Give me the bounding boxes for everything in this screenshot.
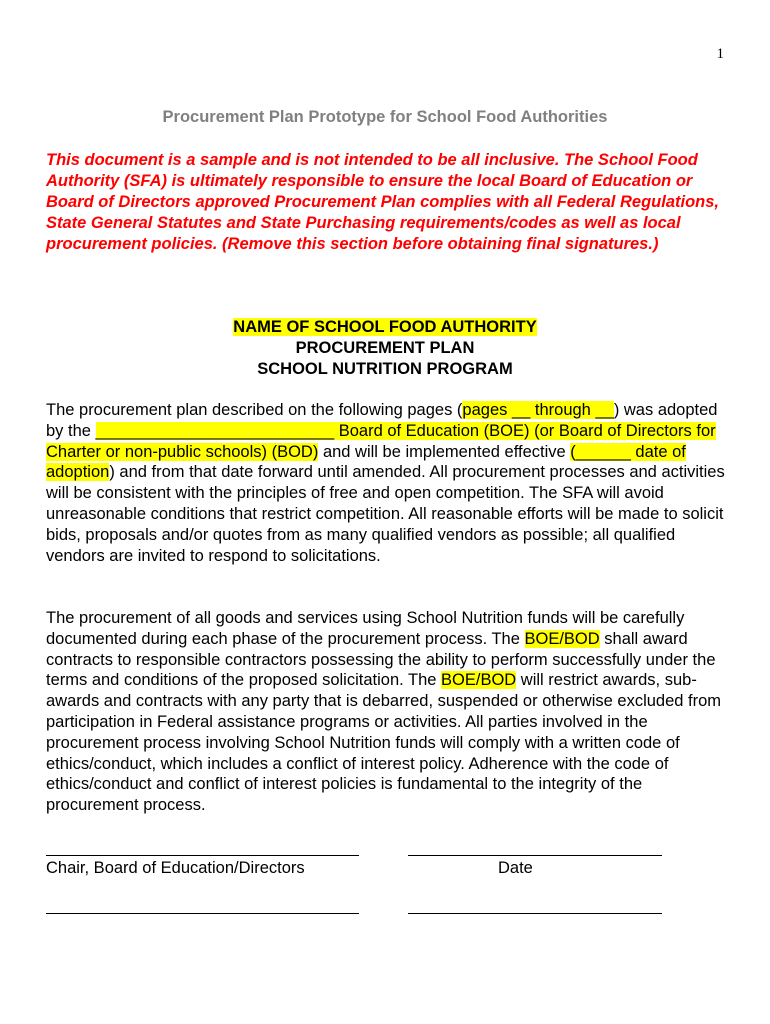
date-signature-line[interactable] (408, 855, 662, 856)
second-signature-line[interactable] (46, 913, 359, 914)
sfa-name-placeholder: NAME OF SCHOOL FOOD AUTHORITY (233, 318, 537, 336)
p2-text-3: will restrict awards, sub-awards and contracts with any party that is debarred, suspended or otherwise excluded from participation in Federal assistance programs or activities. All parties involved in the procurement process involving School Nutrition funds will comply with a written code of ethics/conduct, which includes a conflict of interest policy. Adherence with the code of ethics/conduct and conflict of interest policies is fundamental to the integrity of the procurement process. (46, 671, 722, 815)
adoption-date-placeholder: (______ date of adoption (46, 442, 686, 482)
heading-plan: PROCUREMENT PLAN (295, 339, 475, 357)
document-title: Procurement Plan Prototype for School Food Authorities (162, 108, 608, 126)
second-date-line[interactable] (408, 913, 662, 914)
pages-placeholder: pages __ through __ (462, 401, 614, 419)
chair-signature-label: Chair, Board of Education/Directors (46, 859, 305, 877)
sample-disclaimer: This document is a sample and is not intended to be all inclusive. The School Food Authority (SFA) is ultimately responsible to ensure the local Board of Education or Board of Directors approved Procurement Plan complies with all Federal Regulations, State General Statutes and State Purchasing requirements/codes as well as local procurement policies. (Remove this section before obtaining final signatures.) (46, 151, 719, 253)
page-number: 1 (716, 46, 724, 62)
date-signature-label: Date (498, 859, 533, 877)
boe-bod-placeholder-2: BOE/BOD (441, 671, 517, 690)
chair-signature-line[interactable] (46, 855, 359, 856)
p2-text-1: The procurement of all goods and services using School Nutrition funds will be carefully documented during each phase of the procurement process. The (46, 609, 685, 648)
boe-bod-placeholder-1: BOE/BOD (524, 629, 600, 648)
adoption-paragraph (46, 400, 726, 566)
heading-program: SCHOOL NUTRITION PROGRAM (257, 360, 513, 378)
p1-text-2: ) was adopted by the (46, 401, 718, 440)
p2-text-2: shall award contracts to responsible contractors possessing the ability to perform successfully under the terms and conditions of the proposed solicitation. The (46, 629, 716, 690)
p1-text-4: ) and from that date forward until amended. All procurement processes and activities will be consistent with the principles of free and open competition. The SFA will avoid unreasonable conditions that restrict competition. All reasonable efforts will be made to solicit bids, proposals and/or quotes from as many qualified vendors as possible; all qualified vendors are invited to respond to solicitations. (46, 463, 725, 565)
p1-text-1: The procurement plan described on the following pages ( (46, 401, 463, 419)
procurement-paragraph (46, 608, 726, 816)
p1-text-3: and will be implemented effective (318, 442, 571, 461)
document-heading (0, 317, 770, 380)
board-name-placeholder: __________________________ Board of Education (BOE) (or Board of Directors for Charter or non-public schools) (BOD) (46, 421, 716, 461)
